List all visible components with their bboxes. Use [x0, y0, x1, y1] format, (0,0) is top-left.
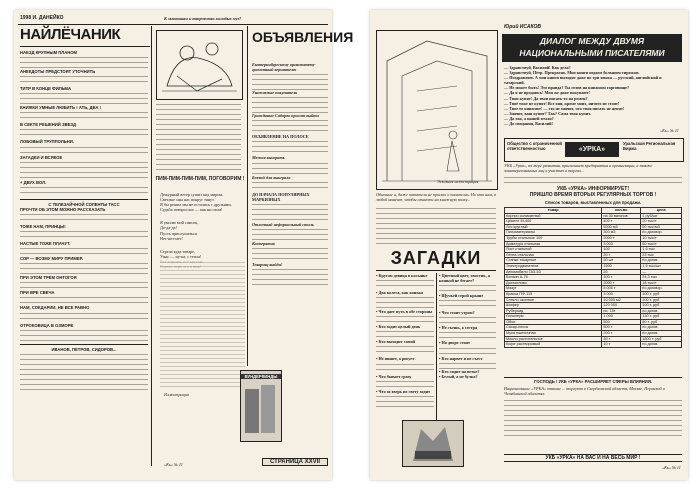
dialogue-line: — Твое то книжное! — это не значит, что твоя писать не ценят!: [504, 105, 625, 111]
left-col-item: В СЕКТЕ РЕШЕНИЙ ЗВЕЗД: [20, 122, 77, 128]
table-cell: 20 тыс/т: [641, 219, 682, 225]
riddle: • Не съешь, а сестра: [439, 325, 478, 331]
table-cell: 50 тыс/м3: [641, 224, 682, 230]
left-column: [20, 50, 148, 465]
society-right-text: Уральская Региональная Биржа: [623, 141, 676, 152]
poem-line: Светлые сны нас вокруг тянут.: [160, 197, 215, 203]
market-text: Национальные «УРКА» отныне ... торгуют в Свердловской области, Москве, Пермской и Челябинской областях.: [504, 386, 665, 397]
table-cell: 10 000 м2: [602, 297, 641, 303]
left-col-item: ПРИ ВРЕ СВЕЧА: [20, 290, 55, 296]
table-cell: 20: [602, 269, 641, 275]
table-cell: 50 тыс/т: [641, 241, 682, 247]
announcement: Екатеринбургскому оргкомитету-грамотный вершителю: [252, 62, 316, 73]
announcement: Боевой для выиграла: [252, 174, 291, 180]
dialogue-title: ДИАЛОГ МЕЖДУ ДВУМЯ НАЦИОНАЛЬНЫМИ ПИСАТЕЛЯМИ: [502, 34, 682, 62]
table-cell: Лист стальной: [505, 247, 602, 253]
table-caption: Список товаров, выставленных для продажи.: [544, 200, 642, 205]
sketch-caption: Эскизная иллюстрация: [437, 179, 479, 184]
left-col-item: + ДВУХ ВОЛ.: [20, 179, 47, 185]
table-cell: Арматура стальная: [505, 241, 602, 247]
slogan: УКБ «УРКА» НА ВАС И НА ВЕСЬ МИР !: [504, 454, 682, 462]
table-cell: по догов.: [641, 325, 682, 331]
table-cell: 200 т: [602, 331, 641, 337]
left-col-item: ТОЖЕ НАМ, ПРИНЦЫ!: [20, 223, 66, 229]
dialogue-line: — Значит, ваш купит? Так? Сама твоя купит.: [504, 110, 591, 116]
right-page: [370, 10, 688, 480]
table-cell: —: [641, 269, 682, 275]
left-col-item: ПРИ ЭТОМ ТРЕМ ОНТОГОЯ: [20, 275, 77, 281]
table-cell: Кофе растворимый: [505, 342, 602, 348]
poem-line: Да-да-да!: [160, 225, 177, 231]
table-cell: 130 т. руб: [641, 314, 682, 320]
table-cell: 1,5 тыс: [641, 247, 682, 253]
dialogue-line: — Поздравляю. А мои книги выходят даже по три языка — русский, английский и татарский.: [504, 75, 662, 86]
table-cell: на 30 вагонов: [602, 213, 641, 219]
author-name: Юрий ИСАКОВ: [504, 24, 541, 30]
left-col-item: НАСТЫЕ ТОЖЕ ПЛАЧУТ.: [20, 241, 71, 247]
goods-table: [504, 207, 682, 375]
left-col-item: ОТРОКОВИЦА В ОЗМОРЕ: [20, 322, 74, 328]
table-cell: 2000 т: [602, 235, 641, 241]
table-header: цена: [641, 208, 682, 214]
table-cell: Электродвигатели: [505, 263, 602, 269]
table-cell: 20 т: [602, 252, 641, 258]
dialogue-line: — Да я не продаюсь! Мои же даже покупают!: [504, 90, 591, 96]
table-cell: Цемент М-400: [505, 219, 602, 225]
informs-subtitle: ПРИШЛО ВРЕМЯ ВТОРЫХ РЕГУЛЯРНЫХ ТОРГОВ !: [529, 192, 657, 198]
masthead-title: НАЙЛЁЧАНИК: [20, 26, 150, 47]
books-illustration: [240, 370, 282, 442]
table-cell: 300 м3: [602, 230, 641, 236]
table-cell: 100 т. руб: [641, 297, 682, 303]
announcement: Товарищ выйди!: [252, 262, 283, 268]
left-col-item: НАЕЗД КРУПНЫМ ПЛАНОМ: [20, 50, 78, 55]
table-cell: 500: [602, 319, 641, 325]
table-cell: Краска ПФ-115: [505, 291, 602, 297]
table-cell: Бензин А-76: [505, 275, 602, 281]
table-cell: по догов.: [641, 258, 682, 264]
announcements-header: ОБЪЯВЛЕНИЯ: [252, 29, 354, 45]
dialogue-signature: «Кь» № 11: [660, 128, 679, 133]
table-cell: 120 000: [602, 303, 641, 309]
page-number: СТРАНИЦА XXVII: [262, 458, 328, 466]
left-col-item: ПРОЧТИ ОБ ЭТОМ МОЖНО РАССКАЗАТЬ: [20, 206, 106, 212]
poem-line: Я умолю мой список,: [160, 220, 199, 226]
table-cell: по догов.: [641, 308, 682, 314]
market-title: ГОСПОДЬ ! УКБ «УРКА» РАСШИРЯЕТ СФЕРЫ ВЛИЯНИЯ.: [534, 379, 652, 384]
poem-line: Я бы решил мы не остались с друзьями,: [160, 202, 232, 208]
left-col-item: СОР — ВОЗМУ МИРУ ПРИМЕР.: [20, 256, 83, 262]
table-cell: Лес круглый: [505, 224, 602, 230]
table-cell: 5000 м3: [602, 224, 641, 230]
sketch-illustration: [376, 30, 498, 190]
table-cell: 1,5 тыс/шт: [641, 263, 682, 269]
footer-signature: «Кь» № 11: [164, 462, 183, 467]
dialogue-line: — Твоё тоже не купят! Все они, кроме моих, ничего не стоят!: [504, 100, 620, 106]
table-cell: 24,3 тыс: [641, 275, 682, 281]
riddle: • Кто нарвет и не съест: [439, 355, 483, 361]
left-col-item: ТИТР В КОНЦЕ ФИЛЬМА: [20, 86, 72, 92]
table-cell: 100: [602, 247, 641, 253]
poem-line: Дежурный ветер сушит над миром,: [160, 192, 224, 197]
table-cell: 400 т: [602, 219, 641, 225]
table-cell: 1500: [602, 263, 641, 269]
riddle: • Кругом девица в косынке: [376, 273, 428, 278]
table-cell: 5 000 т: [602, 286, 641, 292]
table-cell: Дизтопливо: [505, 280, 602, 286]
table-cell: Сахар-песок: [505, 325, 602, 331]
table-cell: по. 15т: [602, 308, 641, 314]
table-cell: по догов.: [641, 342, 682, 348]
poem-line: Ужас — ну-ка, с тепла!: [160, 253, 202, 259]
notice-text: УКБ «Урка», по мере развития, приглашает предприятия и организации, а также заинтересованных лиц к участию в торгах...: [504, 163, 653, 174]
poem-line: Стрела куда товаре,: [160, 248, 196, 254]
society-left-text: Общество с ограниченной ответственностью: [507, 141, 563, 152]
riddle: • Что дает путь в обе стороны: [376, 309, 433, 315]
table-cell: Рубероид: [505, 308, 602, 314]
table-cell: по договор.: [641, 286, 682, 292]
table-cell: Стекло оконное: [505, 297, 602, 303]
left-col-item: ЛОБОВЫЙ ТРУППОЛЬНИ.: [20, 139, 74, 145]
riddle: • Щучьей серой крыше: [439, 293, 484, 299]
table-cell: 1800 т. руб: [641, 336, 682, 342]
dialogue-body: [504, 65, 682, 126]
riddle: • Белый, а не булка?: [439, 373, 478, 379]
riddle: • Два колеса, как конька: [376, 290, 423, 296]
riddle: • Кто сидит на ветке?: [439, 368, 480, 374]
table-cell: 2000 т: [602, 280, 641, 286]
table-cell: Линолеум: [505, 314, 602, 320]
table-cell: Мука пшеничная: [505, 331, 602, 337]
poem-line: Пусть прислушаться: [160, 230, 197, 236]
table-cell: Мазут: [505, 286, 602, 292]
header-right: К экзотикам и творчество молодых муз?: [164, 16, 242, 21]
riddle: • Цветный цвет, хвостик, а кошкой не бегает?: [439, 273, 490, 284]
table-cell: по догов.: [641, 331, 682, 337]
dialogue-line: — Да так, а нашей земли?: [504, 115, 554, 121]
header-left: 1998 И. ДАНЕЙКО: [20, 15, 64, 21]
table-cell: Масло растительное: [505, 336, 602, 342]
table-cell: 10 тыс/т: [641, 235, 682, 241]
society-brand: «УРКА»: [565, 142, 619, 157]
table-cell: Обои: [505, 319, 602, 325]
dialogue-line: — Не может быть! Это правда? Ты готов на книжном торговище?: [504, 85, 630, 91]
poem-caption: Иллюстрация: [164, 392, 189, 397]
table-cell: Станки токарные: [505, 258, 602, 264]
riddles-column-2: [439, 273, 496, 423]
announcement: Отличный неформальный стиль: [252, 221, 314, 227]
intro-text: Обычные и, даже читатели не просто о писателях. Но кто нам, в любой момент, чтобы отнести на книжную полку...: [376, 192, 496, 203]
riddle: • Кто ходит целый день: [376, 324, 421, 330]
table-row: [505, 342, 682, 348]
left-page: [14, 10, 354, 480]
announcement: Гражданин Сидоров просит выйти: [252, 113, 319, 119]
riddle: • Кто выходит самой: [376, 339, 415, 345]
left-col-item: ИВАНОВ, ПЕТРОВ, СИДОРОВ...: [51, 346, 117, 352]
table-cell: 1 000: [602, 314, 641, 320]
table-cell: Пиломатериалы: [505, 230, 602, 236]
left-col-item: КНИЖКИ УМНЫЕ ЛЮБИТЬ ! АТЬ, ДВА !: [20, 105, 101, 111]
table-cell: 10 т: [602, 342, 641, 348]
riddle: • Что за зверь по свету ходит: [376, 388, 431, 394]
table-cell: Шифер: [505, 303, 602, 309]
table-cell: Лента стальная: [505, 252, 602, 258]
left-col-item: ЗАГАДКИ И ВСЯКОЕ: [20, 154, 63, 160]
poem-line: Судьба повзрослое — как ни отом!: [160, 207, 223, 213]
left-col-item: АНЕКДОТЫ ПРЕДСТОЯТ УТОЧНИТЬ: [20, 69, 96, 75]
left-col-item: С ТЕЛЕЗАЙЧНОЙ СОЛЕНТЫ ТАСС: [48, 201, 120, 207]
poem-line: Нет-нет-нет!: [160, 235, 183, 241]
table-cell: 3 000: [602, 291, 641, 297]
poem-title: ПИМ-ПИМ-ПИМ-ПИМ, ПОГОВОРИМ !: [155, 176, 245, 182]
table-cell: Кирпич силикатный: [505, 213, 602, 219]
announcement: Межая выиграть: [252, 155, 285, 161]
informs-title: УКБ «УРКА» ИНФОРМИРУЕТ!: [556, 186, 630, 192]
table-cell: 30 т: [602, 336, 641, 342]
dialogue-line: — Здравствуй, Василий! Как дела?: [504, 65, 571, 70]
society-banner: [504, 138, 684, 162]
poem-body: [160, 192, 245, 269]
announcements-column: [252, 62, 328, 362]
riddle: • Не пишет, а рисует: [376, 356, 415, 362]
riddles-title: ЗАГАДКИ: [390, 248, 482, 268]
table-cell: 1 руб/шт: [641, 213, 682, 219]
table-cell: 23 тыс: [641, 252, 682, 258]
table-cell: 80 т. руб: [641, 319, 682, 325]
footer-signature-right: «Кь» № 11: [662, 465, 681, 470]
left-col-item: НАМ, СОКДАРИИ, НЕ ВСЕ РАВНО: [20, 305, 90, 311]
table-cell: 3 000: [602, 241, 641, 247]
table-cell: по договор.: [641, 230, 682, 236]
dialogue-line: — Здравствуй, Пётр. Прекрасно. Мои книги издаем большим тиражом.: [504, 70, 640, 76]
stamp-illustration: [402, 420, 464, 467]
announcement: ДО НАЧАЛА ПОПУЛЯРНЫХ МАРКИЗНЫХ: [252, 191, 310, 202]
announcement: Кооператив: [252, 240, 275, 246]
table-cell: Трубы стальные 100: [505, 235, 602, 241]
riddle: • Что стоит утром?: [439, 310, 475, 316]
dialogue-line: — До свидания, Василий!: [504, 121, 553, 127]
announcement: ОБЪЯВЛЕНИЕ НА ПОЛОСЕ: [252, 134, 309, 140]
table-cell: Автомобили ГАЗ-53: [505, 269, 602, 275]
book-label: ВУНДЕРКИНДЫ: [241, 374, 281, 379]
table-cell: 100 т. руб: [641, 303, 682, 309]
table-cell: 20 шт: [602, 258, 641, 264]
riddle: • Что бывает сразу: [376, 373, 412, 379]
announcement: Уважаемые покупатели: [252, 90, 298, 96]
riddle: • На дворе стоит: [439, 340, 471, 346]
cartoon-illustration: [156, 30, 243, 100]
table-cell: 500 т: [602, 325, 641, 331]
table-cell: 18 тыс/т: [641, 280, 682, 286]
table-cell: 100 т. руб: [641, 291, 682, 297]
table-header: товар: [505, 208, 602, 214]
dialogue-line: — Твои купят! Да твои писать-то на ремен?: [504, 95, 588, 101]
table-header: кол-во: [602, 208, 641, 214]
table-cell: 100 т: [602, 275, 641, 281]
